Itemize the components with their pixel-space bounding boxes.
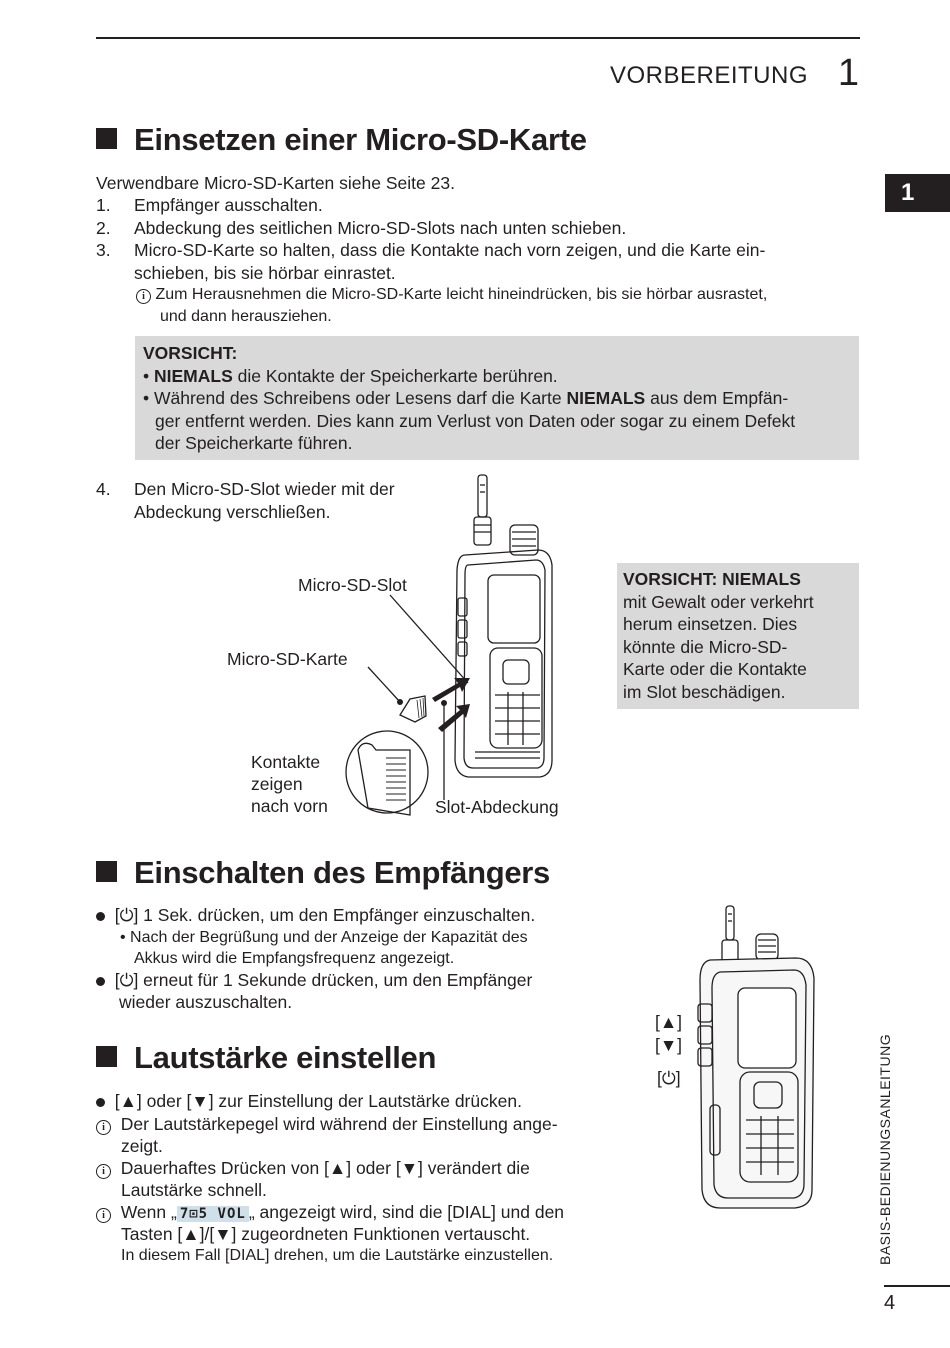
volume-instructions [96, 1090, 616, 1267]
volume-note-3-line-2: Tasten [▲]/[▼] zugeordneten Funktionen vertauscht. [121, 1223, 531, 1244]
chapter-tab: 1 [885, 174, 950, 212]
caution-bullet-1: • NIEMALS die Kontakte der Speicherkarte berühren. [143, 365, 558, 386]
label-sd-slot: Micro-SD-Slot [298, 575, 407, 595]
step-1: 1. Empfänger ausschalten. [96, 195, 323, 215]
power-bullet-2-line-2: wieder auszuschalten. [119, 992, 293, 1012]
power-bullet-2: [⏻] erneut für 1 Sekunde drücken, um den Empfänger [96, 969, 616, 992]
key-down-label: [▼] [655, 1035, 683, 1055]
volume-bullet: [▲] oder [▼] zur Einstellung der Lautstärke drücken. [96, 1090, 616, 1113]
footer-rule [884, 1285, 950, 1287]
side-caution-line: Karte oder die Kontakte [623, 659, 807, 679]
side-caution-box [617, 563, 859, 709]
volume-note-2: i Dauerhaftes Drücken von [▲] oder [▼] verändert die [96, 1157, 616, 1179]
volume-note-2-line-2: Lautstärke schnell. [121, 1179, 267, 1200]
side-caution-heading: VORSICHT: NIEMALS [623, 569, 801, 589]
step-4: 4. Den Micro-SD-Slot wieder mit der Abdeckung verschließen. [96, 479, 395, 522]
step-3-continued: schieben, bis sie hörbar einrastet. [134, 262, 396, 283]
power-sub-note: • Nach der Begrüßung und der Anzeige der Kapazität des [120, 928, 528, 946]
sd-intro: Verwendbare Micro-SD-Karten siehe Seite 23. [96, 173, 455, 193]
step-3: 3. Micro-SD-Karte so halten, dass die Kontakte nach vorn zeigen, und die Karte ein- [96, 240, 766, 260]
side-caution-line: herum einsetzen. Dies [623, 614, 798, 634]
key-up-label: [▲] [655, 1012, 683, 1032]
sd-steps [96, 194, 860, 284]
caution-box [135, 336, 859, 460]
heading-volume: Lautstärke einstellen [96, 1040, 436, 1076]
power-bullet-1: [⏻] 1 Sek. drücken, um den Empfänger einzuschalten. [96, 904, 616, 927]
power-sub-note-line-2: Akkus wird die Empfangsfrequenz angezeigt. [134, 949, 455, 967]
label-slot-cover: Slot-Abdeckung [435, 797, 559, 817]
side-caution-line: mit Gewalt oder verkehrt [623, 591, 814, 612]
section-title: VORBEREITUNG [609, 62, 808, 89]
volume-note-3: i Wenn „ 7⊡5 VOL „ angezeigt wird, sind die [DIAL] und den [96, 1201, 616, 1223]
caution-heading: VORSICHT: [143, 343, 238, 363]
cover-arrow-icon [438, 704, 470, 732]
label-sd-card: Micro-SD-Karte [227, 649, 348, 669]
card-pointer-dot [397, 699, 403, 705]
key-power-label: [⏻] [657, 1068, 681, 1088]
bullet-icon [96, 977, 105, 986]
bullet-icon [96, 912, 105, 921]
cover-pointer-dot [441, 700, 447, 706]
chapter-number: 1 [837, 52, 859, 94]
heading-power: Einschalten des Empfängers [96, 855, 550, 891]
lcd-vol-indicator: 7⊡5 VOL [177, 1206, 249, 1222]
info-icon: i [136, 289, 151, 304]
heading-sd-card: Einsetzen einer Micro-SD-Karte [96, 122, 587, 158]
heading-square-icon [96, 128, 117, 149]
radio-illustration [690, 900, 840, 1215]
sd-note: i Zum Herausnehmen die Micro-SD-Karte leicht hineindrücken, bis sie hörbar ausrastet, und dann herausziehen. [136, 284, 767, 328]
caution-bullet-2-line-3: der Speicherkarte führen. [155, 433, 353, 453]
heading-square-icon [96, 1046, 117, 1067]
bullet-icon [96, 1098, 105, 1107]
label-contacts: Kontakte zeigen nach vorn [251, 752, 328, 816]
header-rule [96, 37, 860, 39]
volume-note-3-line-3: In diesem Fall [DIAL] drehen, um die Lautstärke einzustellen. [121, 1246, 554, 1264]
manual-side-label: BASIS-BEDIENUNGSANLEITUNG [877, 1033, 893, 1265]
sd-card-illustration [340, 470, 590, 830]
info-icon: i [96, 1208, 111, 1223]
side-caution-line: könnte die Micro-SD- [623, 636, 788, 657]
caution-bullet-2: • Während des Schreibens oder Lesens darf die Karte NIEMALS aus dem Empfän- [143, 388, 789, 408]
info-icon: i [96, 1164, 111, 1179]
power-instructions [96, 904, 616, 1014]
step-2: 2. Abdeckung des seitlichen Micro-SD-Slots nach unten schieben. [96, 217, 627, 238]
side-caution-line: im Slot beschädigen. [623, 681, 786, 702]
volume-note-1-line-2: zeigt. [121, 1135, 163, 1156]
page-number: 4 [884, 1292, 896, 1314]
volume-note-1: i Der Lautstärkepegel wird während der Einstellung ange- [96, 1113, 616, 1135]
info-icon: i [96, 1120, 111, 1135]
caution-bullet-2-line-2: ger entfernt werden. Dies kann zum Verlust von Daten oder sogar zu einem Defekt [155, 410, 796, 431]
heading-square-icon [96, 861, 117, 882]
